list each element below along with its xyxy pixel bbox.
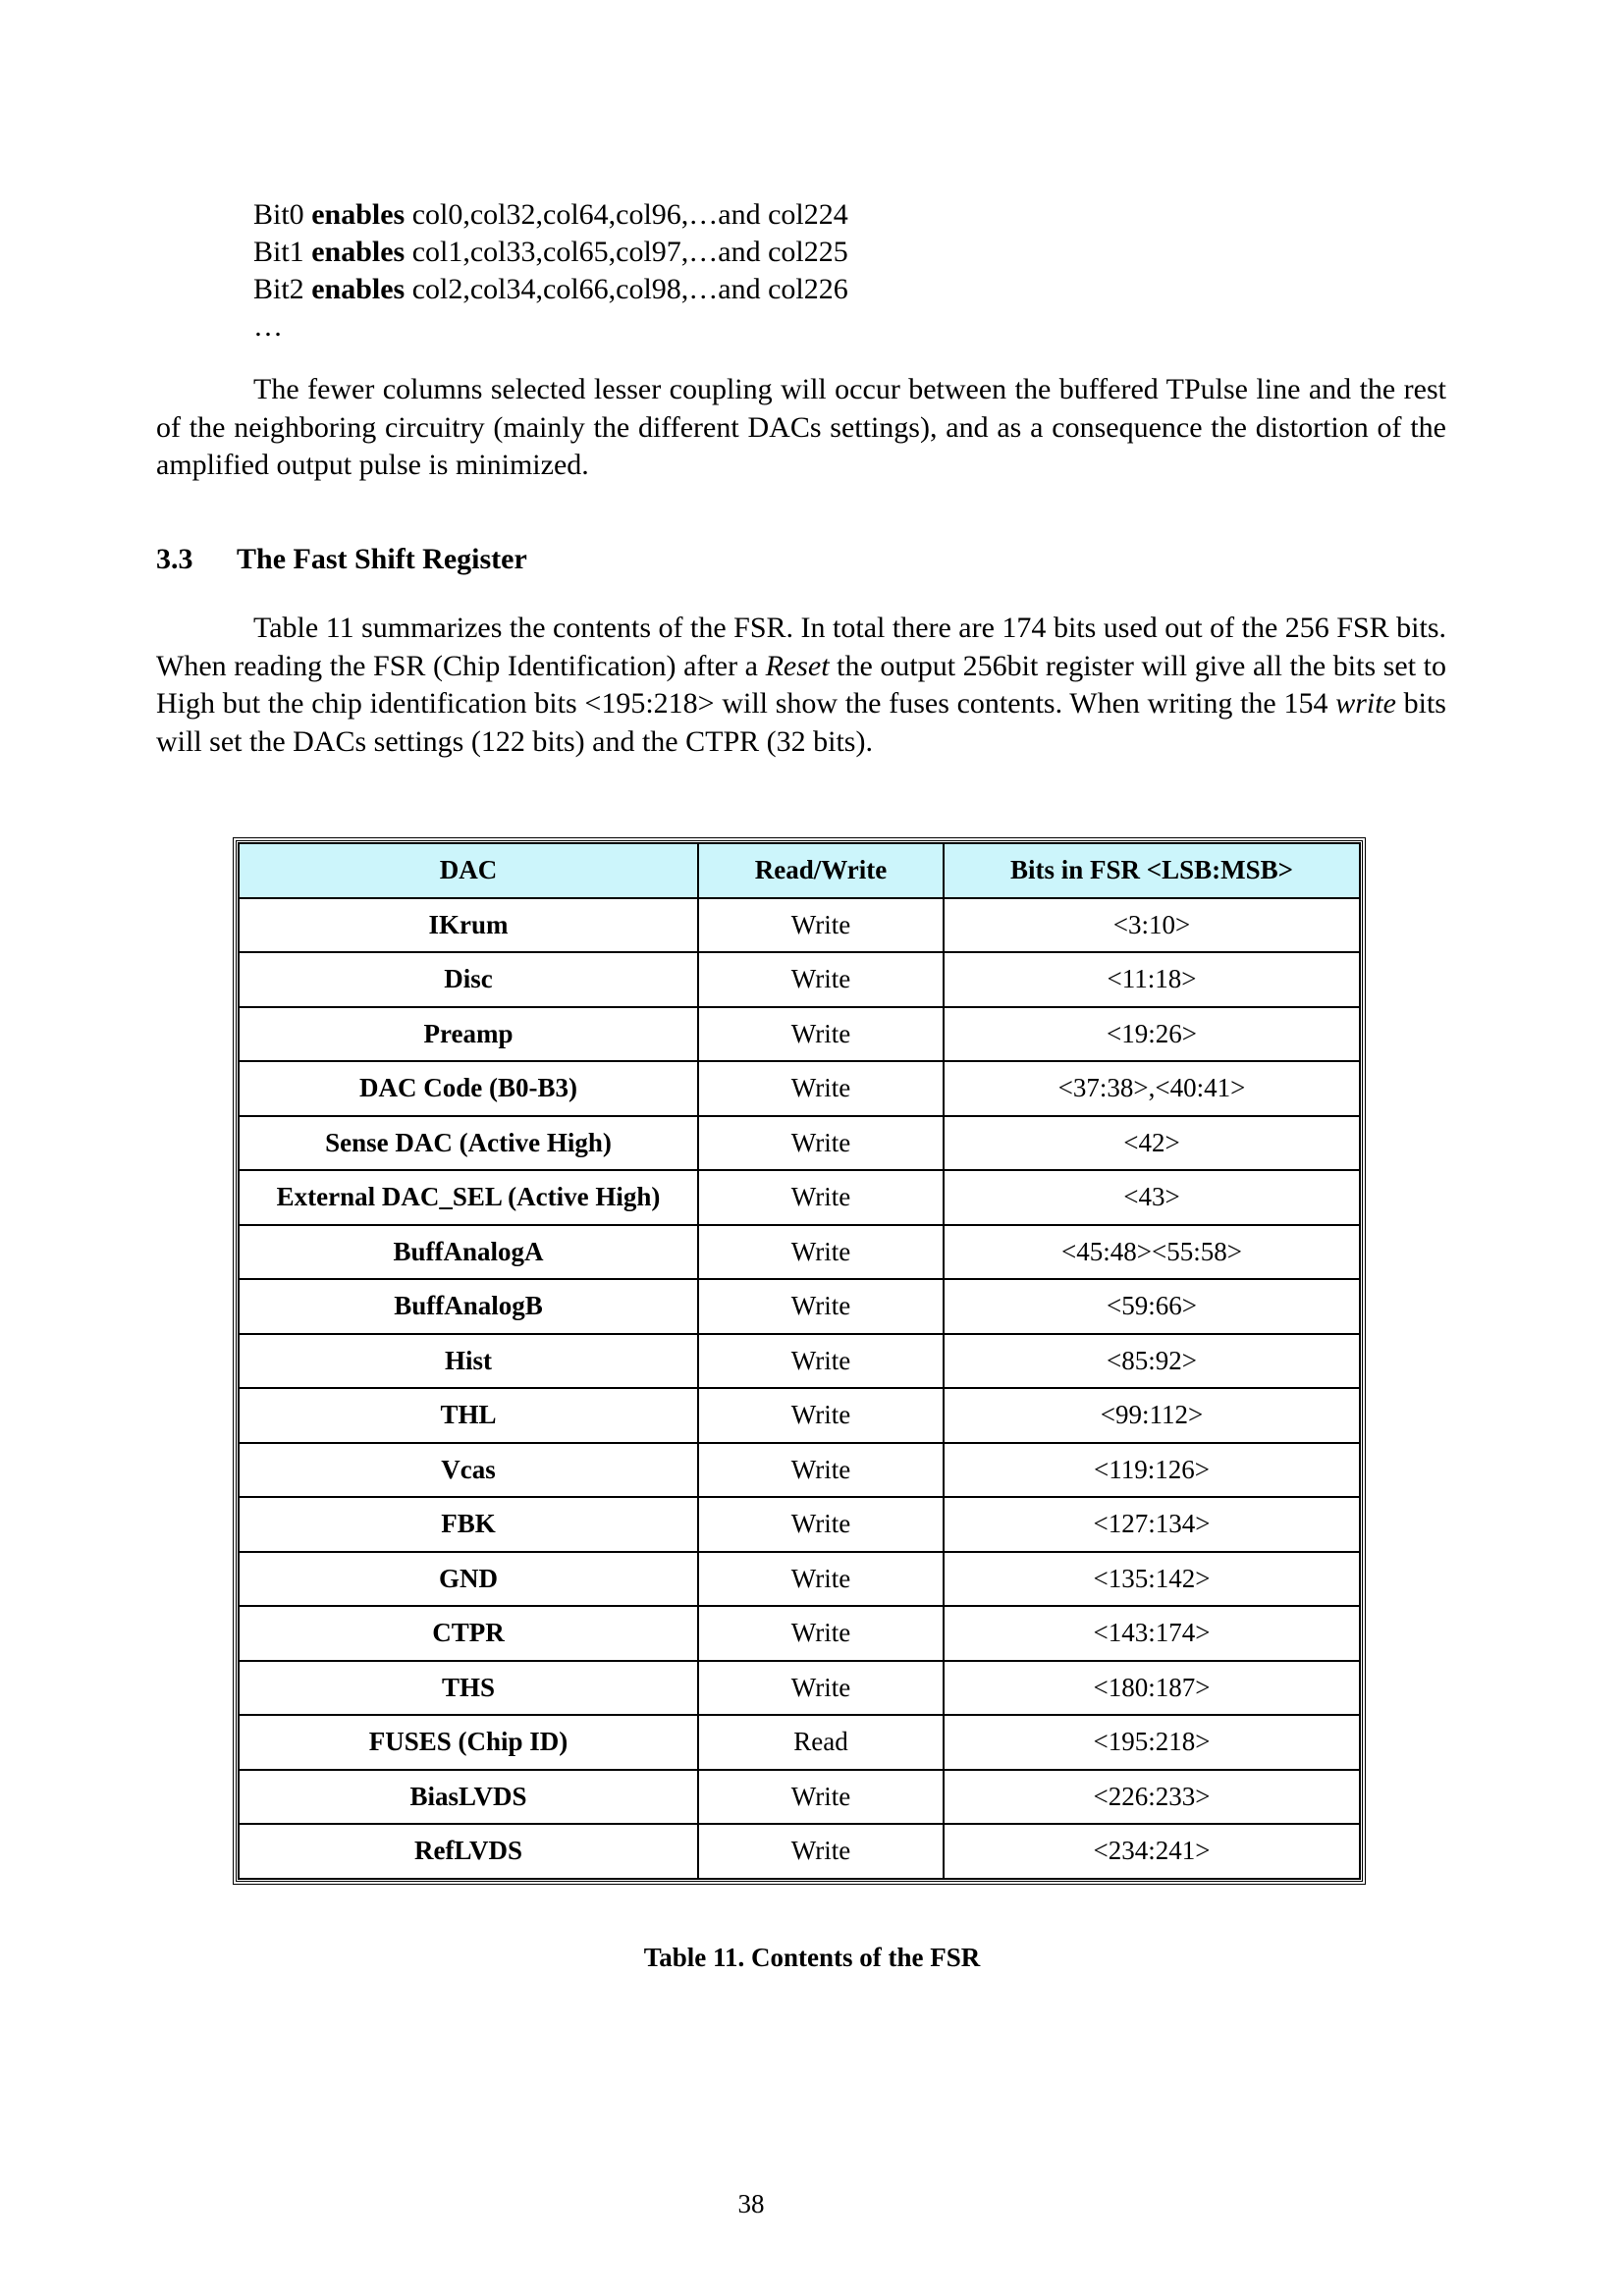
dac-name-cell: RefLVDS: [239, 1824, 698, 1879]
coupling-paragraph: The fewer columns selected lesser coupling will occur between the buffered TPulse line and the rest of the neighboring circuitry (mainly the different DACs settings), and as a consequence the distortion of the amplified output pulse is minimized.: [156, 373, 1446, 481]
bits-cell: <59:66>: [944, 1279, 1360, 1334]
bits-cell: <11:18>: [944, 952, 1360, 1007]
dac-name-cell: BiasLVDS: [239, 1770, 698, 1825]
read-write-cell: Write: [698, 1279, 944, 1334]
read-write-cell: Write: [698, 1552, 944, 1607]
read-write-cell: Write: [698, 1606, 944, 1661]
bits-cell: <43>: [944, 1170, 1360, 1225]
read-write-cell: Write: [698, 952, 944, 1007]
dac-name-cell: THL: [239, 1388, 698, 1443]
read-write-cell: Write: [698, 1007, 944, 1062]
page-number: 38: [737, 2189, 765, 2218]
read-write-cell: Write: [698, 1334, 944, 1389]
dac-name-cell: Vcas: [239, 1443, 698, 1498]
bits-cell: <226:233>: [944, 1770, 1360, 1825]
dac-name-cell: External DAC_SEL (Active High): [239, 1170, 698, 1225]
section-heading: [156, 541, 527, 578]
table-row: [239, 1606, 1360, 1661]
dac-name-cell: IKrum: [239, 898, 698, 953]
table-row: [239, 1007, 1360, 1062]
read-write-cell: Read: [698, 1715, 944, 1770]
table-row: [239, 1170, 1360, 1225]
bits-cell: <99:112>: [944, 1388, 1360, 1443]
dac-name-cell: Sense DAC (Active High): [239, 1116, 698, 1171]
bits-cell: <45:48><55:58>: [944, 1225, 1360, 1280]
table-row: [239, 1497, 1360, 1552]
dac-name-cell: Disc: [239, 952, 698, 1007]
bits-cell: <195:218>: [944, 1715, 1360, 1770]
table-row: [239, 1061, 1360, 1116]
bits-cell: <135:142>: [944, 1552, 1360, 1607]
bits-cell: <127:134>: [944, 1497, 1360, 1552]
table-row: [239, 1552, 1360, 1607]
bit-line: Bit1 enables col1,col33,col65,col97,…and col225: [253, 236, 848, 268]
section-number: 3.3: [156, 543, 193, 575]
table-row: [239, 1116, 1360, 1171]
bit-line: Bit2 enables col2,col34,col66,col98,…and col226: [253, 273, 848, 305]
read-write-cell: Write: [698, 1116, 944, 1171]
table-row: [239, 1443, 1360, 1498]
ellipsis: …: [253, 310, 283, 343]
dac-name-cell: BuffAnalogA: [239, 1225, 698, 1280]
read-write-cell: Write: [698, 1170, 944, 1225]
bits-cell: <143:174>: [944, 1606, 1360, 1661]
section-title: The Fast Shift Register: [237, 543, 527, 575]
read-write-cell: Write: [698, 1225, 944, 1280]
table-caption: Table 11. Contents of the FSR: [643, 1943, 981, 1972]
table-row: [239, 1661, 1360, 1716]
dac-name-cell: Preamp: [239, 1007, 698, 1062]
bits-cell: <19:26>: [944, 1007, 1360, 1062]
dac-name-cell: CTPR: [239, 1606, 698, 1661]
dac-name-cell: DAC Code (B0-B3): [239, 1061, 698, 1116]
bit-enable-list: [253, 196, 848, 346]
table-header-row: [239, 843, 1360, 898]
header-bits: Bits in FSR <LSB:MSB>: [944, 843, 1360, 898]
read-write-cell: Write: [698, 1443, 944, 1498]
table-row: [239, 1824, 1360, 1879]
header-read-write: Read/Write: [698, 843, 944, 898]
bits-cell: <234:241>: [944, 1824, 1360, 1879]
dac-name-cell: THS: [239, 1661, 698, 1716]
read-write-cell: Write: [698, 1388, 944, 1443]
dac-name-cell: FUSES (Chip ID): [239, 1715, 698, 1770]
table-row: [239, 1225, 1360, 1280]
table-row: [239, 952, 1360, 1007]
read-write-cell: Write: [698, 1061, 944, 1116]
read-write-cell: Write: [698, 1824, 944, 1879]
fsr-paragraph: Table 11 summarizes the contents of the FSR. In total there are 174 bits used out of the 256 FSR bits. When reading the FSR (Chip Identification) after a Reset the output 256bit register will give all the bits set to High but the chip identification bits <195:218> will show the fuses contents. When writing the 154 write bits will set the DACs settings (122 bits) and the CTPR (32 bits).: [156, 612, 1446, 758]
table-row: [239, 898, 1360, 953]
bits-cell: <37:38>,<40:41>: [944, 1061, 1360, 1116]
fsr-table: [233, 837, 1366, 1885]
bits-cell: <42>: [944, 1116, 1360, 1171]
table-row: [239, 1770, 1360, 1825]
read-write-cell: Write: [698, 1661, 944, 1716]
bits-cell: <3:10>: [944, 898, 1360, 953]
read-write-cell: Write: [698, 898, 944, 953]
dac-name-cell: BuffAnalogB: [239, 1279, 698, 1334]
table-row: [239, 1388, 1360, 1443]
table-row: [239, 1279, 1360, 1334]
header-dac: DAC: [239, 843, 698, 898]
table-row: [239, 1334, 1360, 1389]
dac-name-cell: Hist: [239, 1334, 698, 1389]
bit-line: Bit0 enables col0,col32,col64,col96,…and col224: [253, 198, 848, 231]
bits-cell: <180:187>: [944, 1661, 1360, 1716]
table-row: [239, 1715, 1360, 1770]
bits-cell: <85:92>: [944, 1334, 1360, 1389]
read-write-cell: Write: [698, 1770, 944, 1825]
bits-cell: <119:126>: [944, 1443, 1360, 1498]
dac-name-cell: GND: [239, 1552, 698, 1607]
dac-name-cell: FBK: [239, 1497, 698, 1552]
read-write-cell: Write: [698, 1497, 944, 1552]
